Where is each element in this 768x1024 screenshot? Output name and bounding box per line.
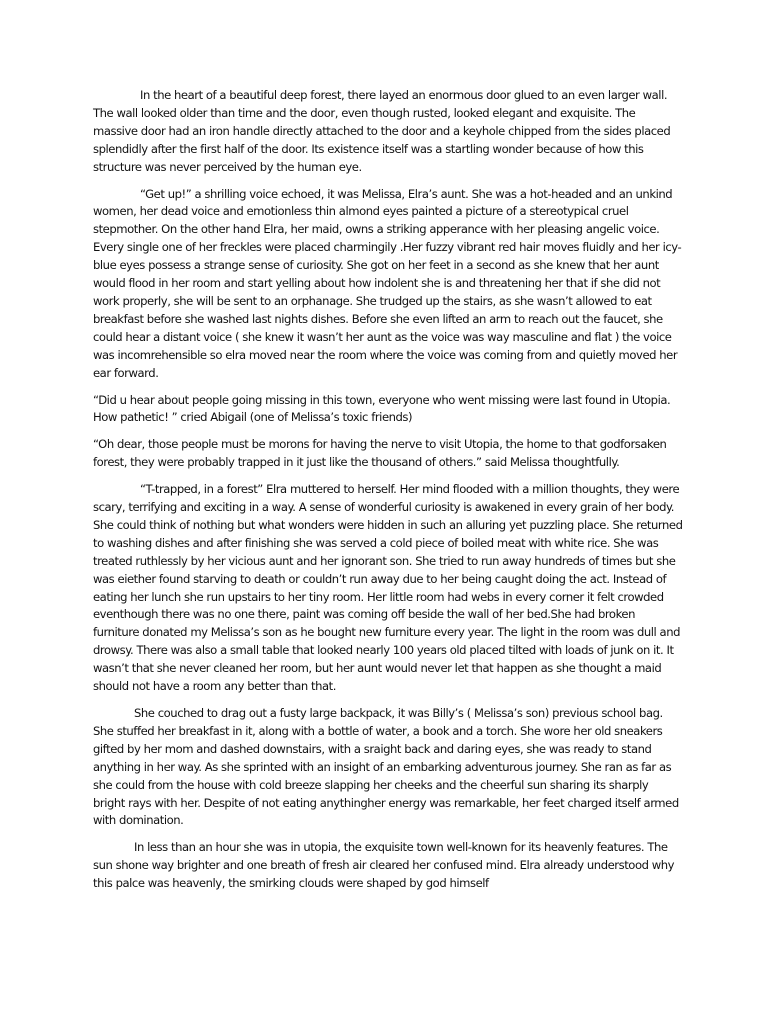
paragraph-6: She couched to drag out a fusty large backpack, it was Billy’s ( Melissa’s son) previous school bag. She stuffed her breakfast in it, along with a bottle of water, a book and a torch. She wore her old sneakers gifted by her mom and dashed downstairs, with a sraight back and daring eyes, she was ready to stand anything in her way. As she sprinted with an insight of an embarking adventurous journey. She ran as far as she could from the house with cold breeze slapping her cheeks and the cheerful sun sharing its sharply bright rays with her. Despite of not eating anythingher energy was remarkable, her feet charged itself armed with domination. (93, 706, 679, 828)
paragraph-1: In the heart of a beautiful deep forest, there layed an enormous door glued to an even larger wall. The wall looked older than time and the door, even though rusted, looked elegant and exquisite. The massive door had an iron handle directly attached to the door and a keyhole chipped from the sides placed splendidly after the first half of the door. Its existence itself was a startling wonder because of how this structure was never perceived by the human eye. (93, 88, 671, 174)
paragraph-2: “Get up!” a shrilling voice echoed, it was Melissa, Elra’s aunt. She was a hot-headed and an unkind women, her dead voice and emotionless thin almond eyes painted a picture of a stereotypical cruel stepmother. On the other hand Elra, her maid, owns a striking apperance with her pleasing angelic voice. Every single one of her freckles were placed charmingily .Her fuzzy vibrant red hair moves fluidly and her icy-blue eyes possess a strange sense of curiosity. She got on her feet in a second as she knew that her aunt would flood in her room and start yelling about how indolent she is and threatening her that if she did not work properly, she will be sent to an orphanage. She trudged up the stairs, as she wasn’t allowed to eat breakfast before she washed last nights dishes. Before she even lifted an arm to reach out the faucet, she could hear a distant voice ( she knew it wasn’t her aunt as the voice was way masculine and flat ) the voice was incomrehensible so elra moved near the room where the voice was coming from and quietly moved her ear forward. (93, 186, 682, 380)
paragraph-7: In less than an hour she was in utopia, the exquisite town well-known for its heavenly features. The sun shone way brighter and one breath of fresh air cleared her confused mind. Elra already understood why this palce was heavenly, the smirking clouds were shaped by god himself (93, 840, 675, 891)
paragraph-4: “Oh dear, those people must be morons for having the nerve to visit Utopia, the home to that godforsaken forest, they were probably trapped in it just like the thousand of others.” said Melissa thoughtfully. (93, 437, 667, 470)
document-page (93, 87, 683, 902)
paragraph-5: “T-trapped, in a forest” Elra muttered to herself. Her mind flooded with a million thoughts, they were scary, terrifying and exciting in a way. A sense of wonderful curiosity is awakened in every grain of her body. She could think of nothing but what wonders were hidden in such an alluring yet puzzling place. She returned to washing dishes and after finishing she was served a cold piece of boiled meat with white rice. She was treated ruthlessly by her vicious aunt and her ignorant son. She tried to run away hundreds of times but she was eiether found starving to death or couldn’t run away due to her being caught doing the act. Instead of eating her lunch she run upstairs to her tiny room. Her little room had webs in every corner it felt crowded eventhough there was no one there, paint was coming off beside the wall of her bed.She had broken furniture donated my Melissa’s son as he bought new furniture every year. The light in the room was dull and drowsy. There was also a small table that looked nearly 100 years old placed tilted with loads of junk on it. It wasn’t that she never cleaned her room, but her aunt would never let that happen as she thought a maid should not have a room any better than that. (93, 482, 683, 694)
paragraph-3: “Did u hear about people going missing in this town, everyone who went missing were last found in Utopia. How pathetic! ” cried Abigail (one of Melissa’s toxic friends) (93, 392, 671, 425)
